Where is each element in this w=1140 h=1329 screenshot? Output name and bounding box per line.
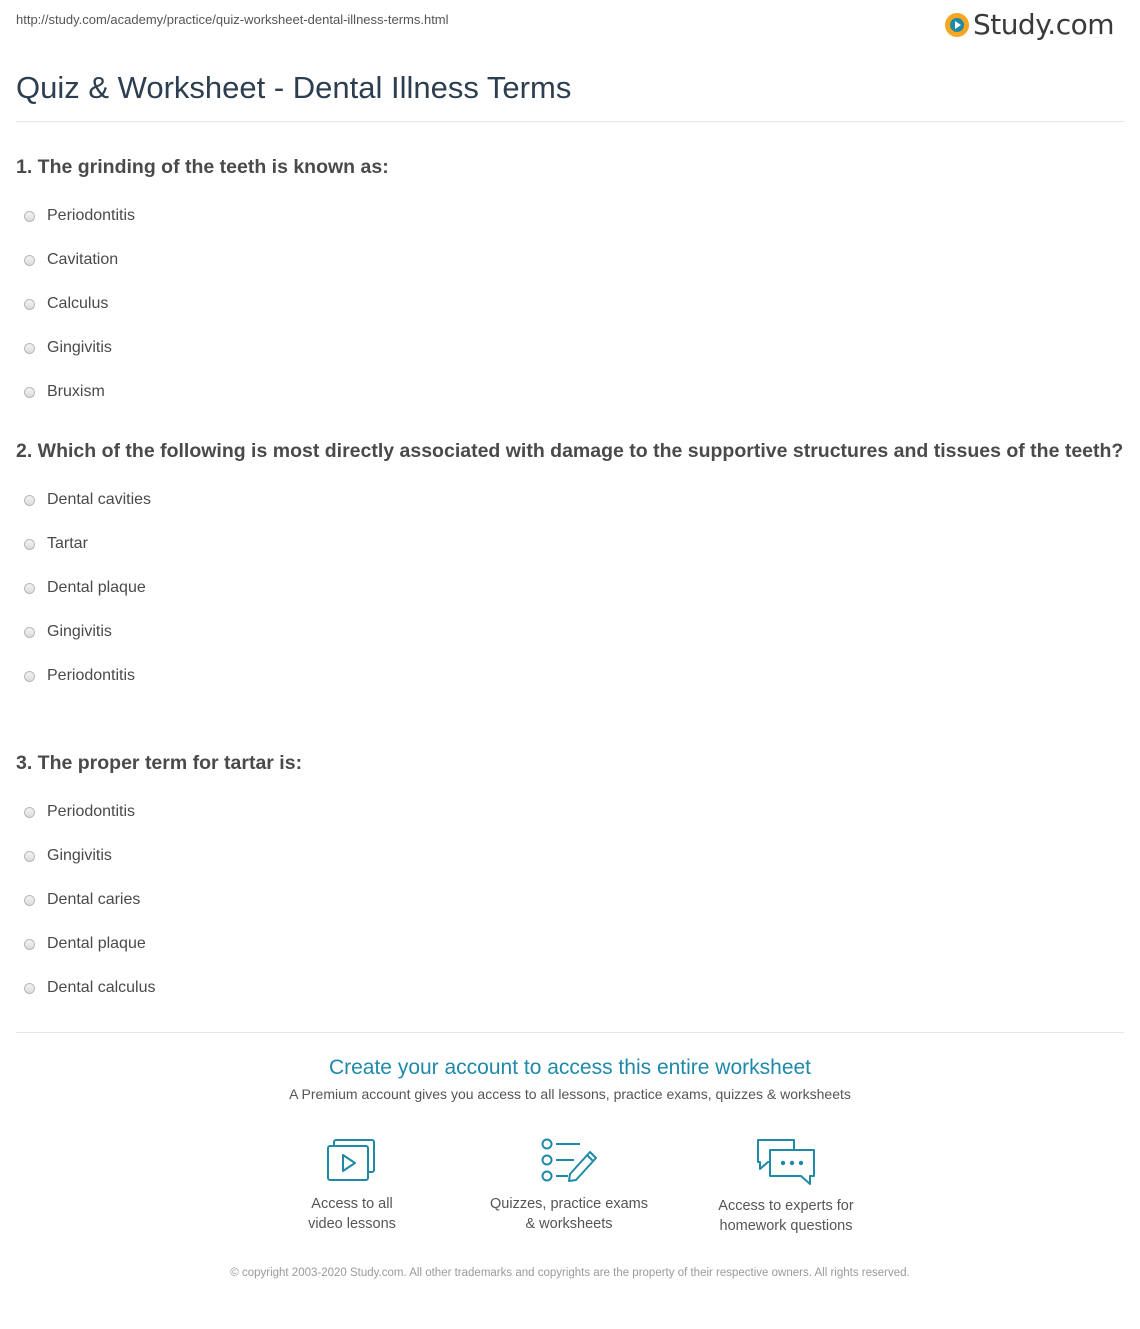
- radio-button[interactable]: [24, 495, 35, 506]
- answer-option[interactable]: [16, 654, 1126, 698]
- answer-option[interactable]: [16, 478, 1126, 522]
- option-label: Dental plaque: [47, 579, 146, 596]
- feature-experts: [686, 1136, 886, 1236]
- chat-bubbles-icon: [754, 1136, 818, 1186]
- option-label: Dental cavities: [47, 491, 152, 508]
- feature-line: Access to experts for: [718, 1198, 854, 1214]
- answer-options: [16, 194, 1126, 414]
- page-title: Quiz & Worksheet - Dental Illness Terms: [16, 70, 572, 105]
- feature-line: Access to all: [311, 1196, 393, 1212]
- logo-text: Study.com: [972, 8, 1114, 41]
- answer-options: [16, 790, 1126, 1010]
- copyright-notice: © copyright 2003-2020 Study.com. All other trademarks and copyrights are the property of their respective owners. All rights reserved.: [230, 1267, 910, 1279]
- answer-option[interactable]: [16, 566, 1126, 610]
- radio-button[interactable]: [24, 671, 35, 682]
- video-lesson-icon: [326, 1136, 378, 1184]
- page-url: http://study.com/academy/practice/quiz-worksheet-dental-illness-terms.html: [16, 12, 449, 27]
- radio-button[interactable]: [24, 895, 35, 906]
- play-logo-icon: [945, 13, 969, 37]
- feature-video-lessons: [252, 1136, 452, 1234]
- section-divider: [16, 1032, 1124, 1033]
- option-label: Dental caries: [47, 891, 141, 908]
- radio-button[interactable]: [24, 211, 35, 222]
- answer-option[interactable]: [16, 370, 1126, 414]
- answer-option[interactable]: [16, 966, 1126, 1010]
- option-label: Tartar: [47, 535, 88, 552]
- answer-options: [16, 478, 1126, 698]
- option-label: Cavitation: [47, 251, 119, 268]
- feature-quizzes: [469, 1136, 669, 1234]
- study-logo[interactable]: [945, 8, 1114, 41]
- question-3: [16, 749, 1126, 1010]
- premium-description: A Premium account gives you access to all lessons, practice exams, quizzes & worksheets: [289, 1086, 851, 1102]
- option-label: Calculus: [47, 295, 109, 312]
- answer-option[interactable]: [16, 878, 1126, 922]
- radio-button[interactable]: [24, 343, 35, 354]
- feature-line: video lessons: [308, 1216, 396, 1232]
- answer-option[interactable]: [16, 326, 1126, 370]
- feature-label: [686, 1196, 886, 1236]
- radio-button[interactable]: [24, 983, 35, 994]
- feature-line: homework questions: [719, 1218, 853, 1234]
- quiz-checklist-icon: [540, 1136, 598, 1184]
- question-2: [16, 437, 1126, 698]
- answer-option[interactable]: [16, 610, 1126, 654]
- radio-button[interactable]: [24, 387, 35, 398]
- radio-button[interactable]: [24, 299, 35, 310]
- question-text: 3. The proper term for tartar is:: [16, 752, 303, 774]
- option-label: Dental plaque: [47, 935, 146, 952]
- option-label: Bruxism: [47, 383, 105, 400]
- radio-button[interactable]: [24, 939, 35, 950]
- radio-button[interactable]: [24, 583, 35, 594]
- radio-button[interactable]: [24, 255, 35, 266]
- radio-button[interactable]: [24, 627, 35, 638]
- option-label: Gingivitis: [47, 339, 112, 356]
- feature-line: Quizzes, practice exams: [490, 1196, 648, 1212]
- feature-label: [469, 1194, 669, 1234]
- top-bar: [0, 0, 1140, 48]
- answer-option[interactable]: [16, 834, 1126, 878]
- question-text: 2. Which of the following is most directly associated with damage to the supportive structures and tissues of the teeth?: [16, 440, 1124, 462]
- radio-button[interactable]: [24, 851, 35, 862]
- title-divider: [16, 121, 1124, 122]
- answer-option[interactable]: [16, 922, 1126, 966]
- answer-option[interactable]: [16, 194, 1126, 238]
- option-label: Periodontitis: [47, 667, 136, 684]
- radio-button[interactable]: [24, 539, 35, 550]
- answer-option[interactable]: [16, 282, 1126, 326]
- feature-line: & worksheets: [525, 1216, 613, 1232]
- answer-option[interactable]: [16, 238, 1126, 282]
- question-text: 1. The grinding of the teeth is known as:: [16, 156, 389, 178]
- option-label: Periodontitis: [47, 207, 136, 224]
- option-label: Gingivitis: [47, 623, 112, 640]
- answer-option[interactable]: [16, 790, 1126, 834]
- option-label: Gingivitis: [47, 847, 112, 864]
- answer-option[interactable]: [16, 522, 1126, 566]
- question-1: [16, 153, 1126, 414]
- option-label: Periodontitis: [47, 803, 136, 820]
- create-account-link[interactable]: Create your account to access this entire worksheet: [328, 1056, 812, 1079]
- radio-button[interactable]: [24, 807, 35, 818]
- feature-label: [252, 1194, 452, 1234]
- option-label: Dental calculus: [47, 979, 156, 996]
